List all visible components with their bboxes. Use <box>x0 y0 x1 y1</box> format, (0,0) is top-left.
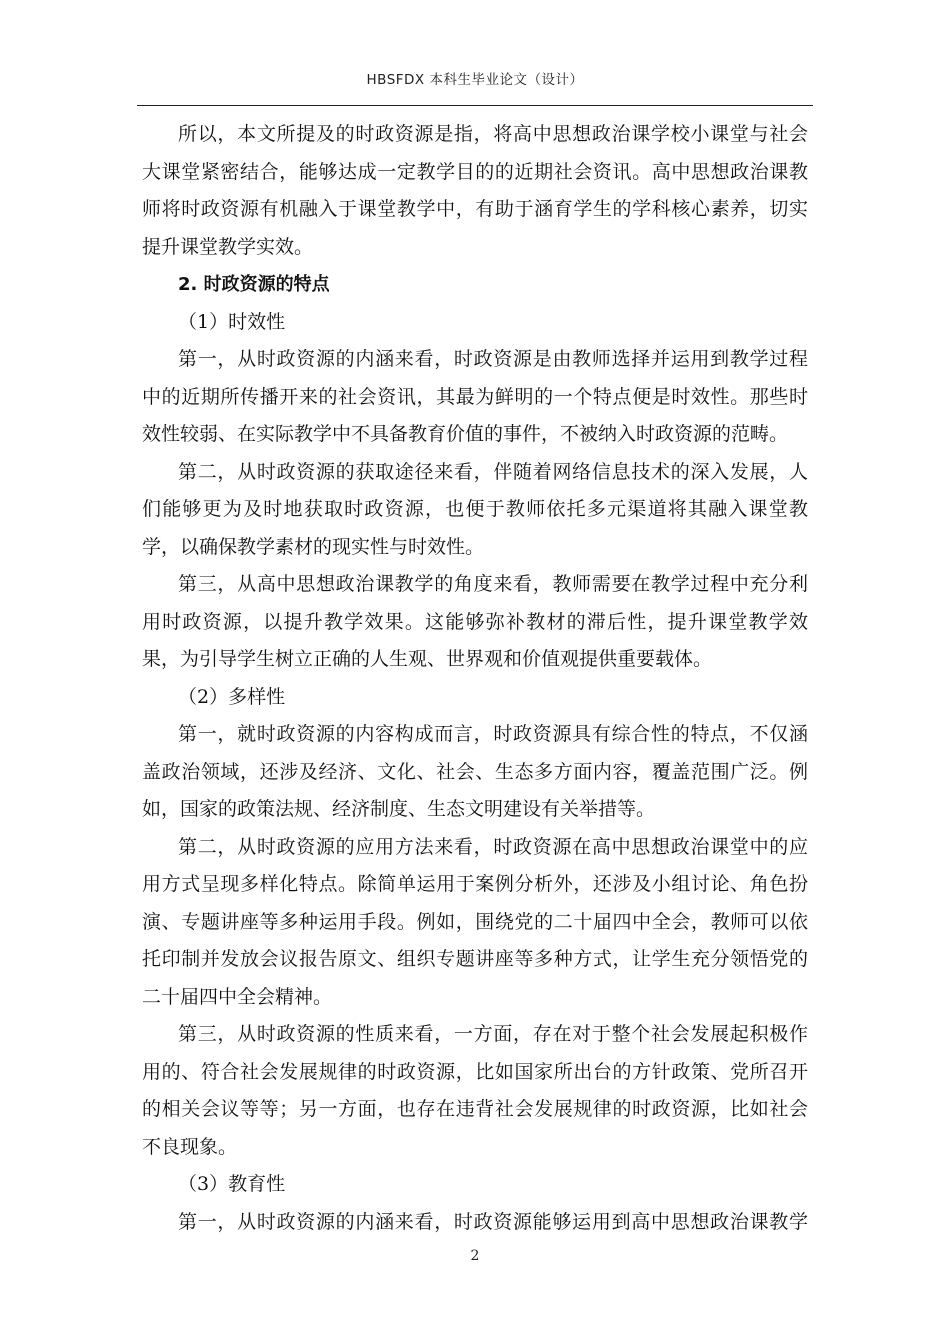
paragraph-line: 效性较弱、在实际教学中不具备教育价值的事件，不被纳入时政资源的范畴。 <box>142 423 789 445</box>
paragraph <box>142 1204 808 1242</box>
paragraph <box>142 1016 808 1166</box>
paragraph-line: 不良现象。 <box>142 1135 238 1158</box>
paragraph-line: 第三，从高中思想政治课教学的角度来看，教师需要在教学过程中充分利 <box>178 573 808 595</box>
paragraph-line: 的相关会议等等；另一方面，也存在违背社会发展规律的时政资源，比如社会 <box>142 1098 808 1120</box>
paragraph-line: 大课堂紧密结合，能够达成一定教学目的的近期社会资讯。高中思想政治课教 <box>142 160 808 183</box>
paragraph <box>142 341 808 454</box>
paragraph-line: 如，国家的政策法规、经济制度、生态文明建设有关举措等。 <box>142 798 656 820</box>
paragraph-line: 果，为引导学生树立正确的人生观、世界观和价值观提供重要载体。 <box>142 648 713 670</box>
subsection-heading: （3）教育性 <box>178 1173 286 1195</box>
page-number: 2 <box>470 1248 480 1264</box>
subsection-heading: （2）多样性 <box>178 685 286 708</box>
paragraph-line: 二十届四中全会精神。 <box>142 985 333 1008</box>
paragraph-line: 们能够更为及时地获取时政资源，也便于教师依托多元渠道将其融入课堂教 <box>142 498 808 520</box>
paragraph <box>142 454 808 567</box>
paragraph-line: 第一，从时政资源的内涵来看，时政资源能够运用到高中思想政治课教学 <box>178 1210 808 1233</box>
paragraph-line: 师将时政资源有机融入于课堂教学中，有助于涵育学生的学科核心素养，切实 <box>142 198 808 220</box>
paragraph <box>142 829 808 1017</box>
paragraph-line: 第二，从时政资源的获取途径来看，伴随着网络信息技术的深入发展，人 <box>178 460 808 483</box>
paragraph-line: 提升课堂教学实效。 <box>142 235 314 258</box>
paragraph-line: 用时政资源，以提升教学效果。这能够弥补教材的滞后性，提升课堂教学效 <box>142 610 808 633</box>
document-body <box>142 116 808 1241</box>
paragraph-line: 中的近期所传播开来的社会资讯，其最为鲜明的一个特点便是时效性。那些时 <box>142 385 808 408</box>
paragraph-line: 托印制并发放会议报告原文、组织专题讲座等多种方式，让学生充分领悟党的 <box>142 948 808 970</box>
subsection-heading: （1）时效性 <box>178 310 286 333</box>
paragraph-line: 第三，从时政资源的性质来看，一方面，存在对于整个社会发展起积极作 <box>178 1023 808 1045</box>
paragraph <box>142 716 808 829</box>
paragraph-line: 第二，从时政资源的应用方法来看，时政资源在高中思想政治课堂中的应 <box>178 835 808 858</box>
paragraph <box>142 566 808 679</box>
section-heading: 2. 时政资源的特点 <box>178 274 330 295</box>
paragraph-line: 盖政治领域，还涉及经济、文化、社会、生态多方面内容，覆盖范围广泛。例 <box>142 760 808 783</box>
paragraph-line: 所以，本文所提及的时政资源是指，将高中思想政治课学校小课堂与社会 <box>178 123 808 145</box>
paragraph-line: 第一，就时政资源的内容构成而言，时政资源具有综合性的特点，不仅涵 <box>178 723 808 745</box>
paragraph-line: 演、专题讲座等多种运用手段。例如，围绕党的二十届四中全会，教师可以依 <box>142 910 808 933</box>
paragraph-line: 用方式呈现多样化特点。除简单运用于案例分析外，还涉及小组讨论、角色扮 <box>142 873 808 895</box>
paragraph <box>142 116 808 266</box>
paragraph-line: 第一，从时政资源的内涵来看，时政资源是由教师选择并运用到教学过程 <box>178 348 808 370</box>
paragraph-line: 学，以确保教学素材的现实性与时效性。 <box>142 535 485 558</box>
page-header-title: HBSFDX 本科生毕业论文（设计） <box>366 72 584 88</box>
paragraph-line: 用的、符合社会发展规律的时政资源，比如国家所出台的方针政策、党所召开 <box>142 1060 808 1083</box>
header-divider <box>137 105 813 106</box>
